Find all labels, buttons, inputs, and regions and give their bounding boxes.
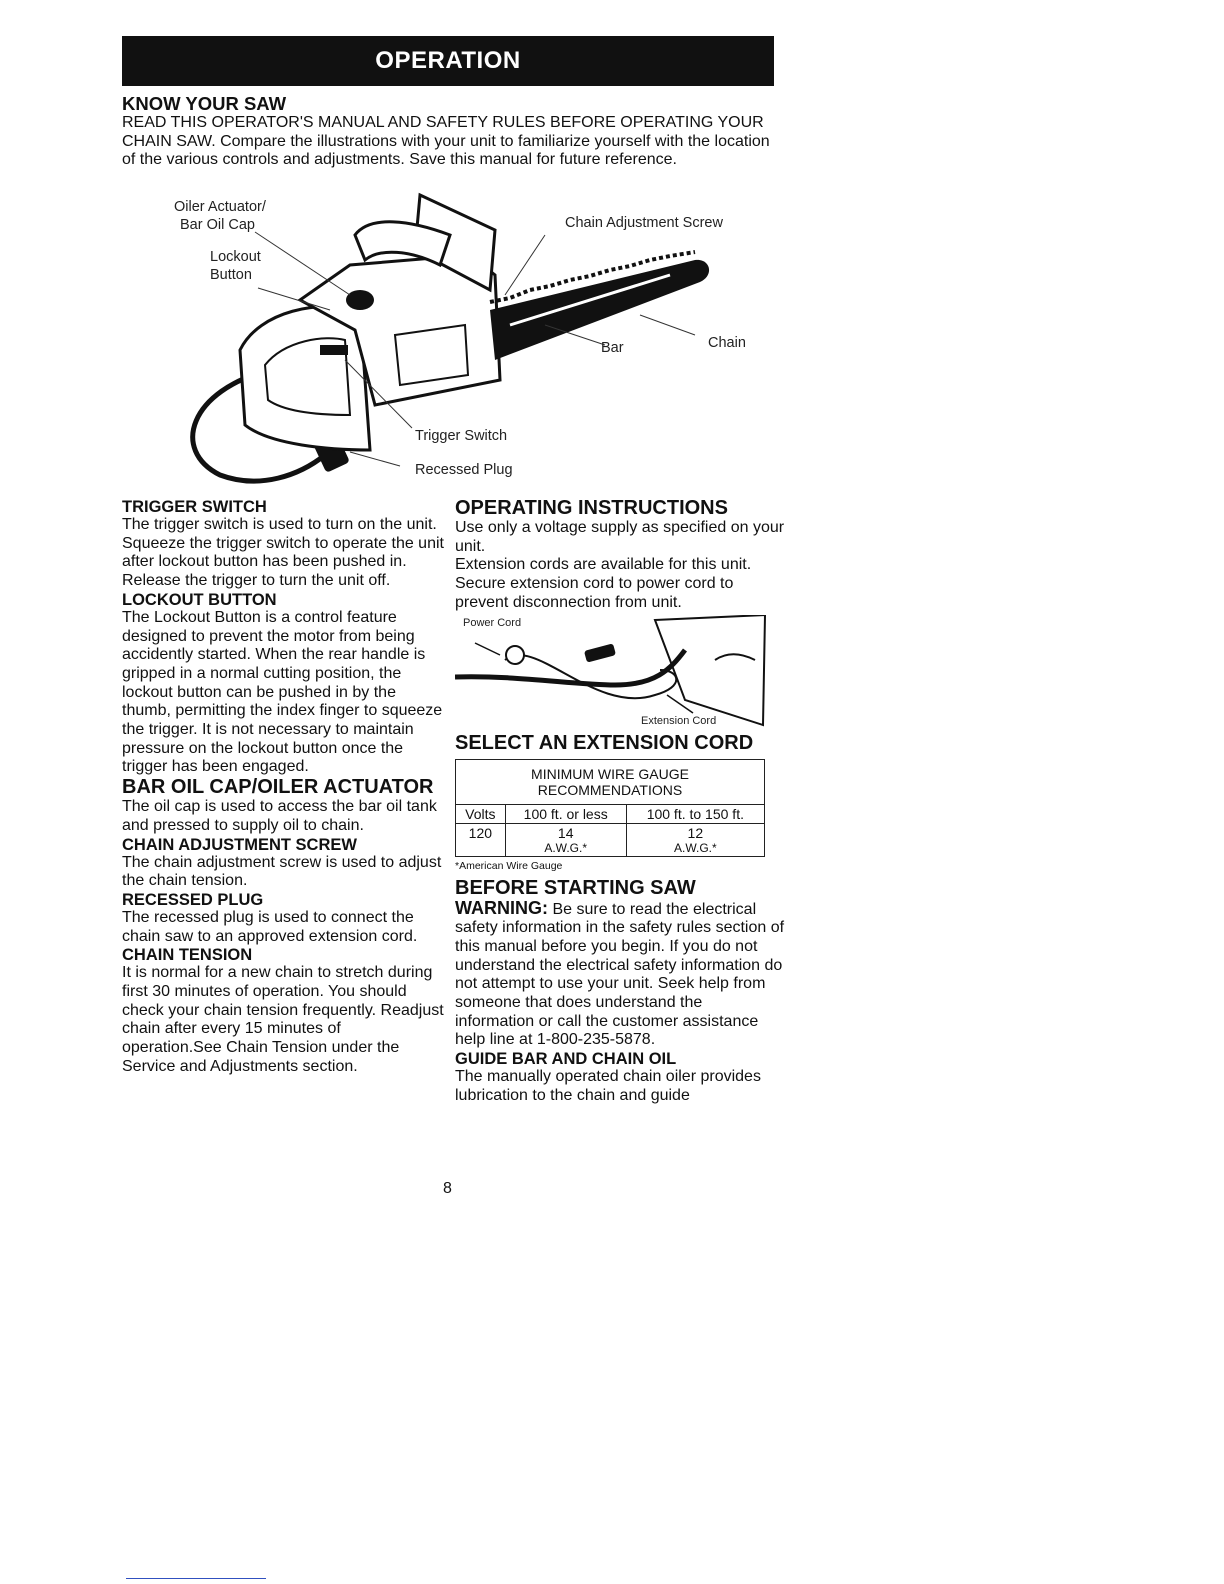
extension-socket-shape	[584, 643, 616, 662]
table-cell-gauge-150	[626, 823, 764, 856]
guide-bar-oil-body: The manually operated chain oiler provides lubrication to the chain and guide	[455, 1068, 761, 1104]
table-cell-gauge-100	[505, 823, 626, 856]
label-power-cord: Power Cord	[463, 616, 522, 629]
cord-line	[455, 650, 685, 685]
section-banner: OPERATION	[122, 36, 774, 86]
gauge-unit-100: A.W.G.*	[544, 840, 588, 855]
gauge-value-100: 14	[557, 824, 574, 841]
know-your-saw-body: READ THIS OPERATOR'S MANUAL AND SAFETY RULES BEFORE OPERATING YOUR CHAIN SAW. Compare the illustrations with your unit to familiarize yourself with the location of the various controls and adjustments. Save this manual for future reference.	[122, 114, 770, 169]
label-lockout-button: Button	[210, 267, 252, 283]
table-footnote: *American Wire Gauge	[455, 859, 563, 872]
gauge-value-150: 12	[687, 824, 704, 841]
table-col-150ft: 100 ft. to 150 ft.	[626, 804, 764, 823]
operating-instructions-heading: OPERATING INSTRUCTIONS	[455, 497, 728, 519]
before-starting-heading: BEFORE STARTING SAW	[455, 876, 696, 899]
know-your-saw-heading: KNOW YOUR SAW	[122, 93, 287, 114]
lockout-button-heading: LOCKOUT BUTTON	[122, 590, 277, 609]
label-recessed-plug: Recessed Plug	[415, 462, 513, 478]
warning-paragraph	[455, 899, 785, 1051]
bar-oil-cap-body: The oil cap is used to access the bar oil tank and pressed to supply oil to chain.	[122, 798, 437, 834]
label-trigger-switch: Trigger Switch	[415, 428, 508, 444]
chain-tension-heading: CHAIN TENSION	[122, 946, 253, 965]
power-plug-shape	[506, 646, 524, 664]
label-chain: Chain	[708, 335, 746, 351]
know-your-saw-section	[122, 94, 782, 170]
trigger-switch-heading: TRIGGER SWITCH	[122, 498, 267, 516]
select-extension-cord-heading: SELECT AN EXTENSION CORD	[455, 731, 754, 754]
extension-cord-drawing	[455, 615, 773, 733]
table-col-volts: Volts	[456, 804, 506, 823]
lockout-button-body: The Lockout Button is a control feature designed to prevent the motor from being accidently started. When the rear handle is gripped in a normal cutting position, the lockout button can be pushed in by the thumb, permitting the index finger to squeeze the trigger. It is not necessary to maintain pressure on the lockout button once the trigger has been engaged.	[122, 608, 443, 776]
trigger-switch-body: The trigger switch is used to turn on the unit. Squeeze the trigger switch to operate the unit after lockout button has been pushed in. Release the trigger to turn the unit off.	[122, 516, 444, 590]
left-column	[122, 498, 444, 1077]
extension-cord-illustration	[455, 615, 773, 733]
warning-label: WARNING:	[455, 897, 548, 918]
chainsaw-illustration	[150, 190, 790, 490]
oil-cap	[346, 290, 374, 310]
wire-gauge-table	[455, 759, 765, 857]
label-oiler-actuator: Oiler Actuator/	[174, 199, 266, 215]
right-column	[455, 498, 785, 1106]
chain-tension-body: It is normal for a new chain to stretch during first 30 minutes of operation. You should check your chain tension frequently. Readjust chain after every 15 minutes of operation.See Chain Tension under the Service and Adjustments section.	[122, 964, 444, 1075]
label-lockout: Lockout	[210, 249, 261, 265]
warning-body: Be sure to read the electrical safety information in the safety rules section of this manual before you begin. If you do not understand the electrical safety information do not attempt to use your unit. Seek help from someone that does understand the information or call the customer assistance help line at 1-800-235-5878.	[455, 900, 785, 1049]
chainsaw-drawing	[150, 190, 790, 490]
page-number: 8	[443, 1180, 452, 1197]
gauge-unit-150: A.W.G.*	[674, 840, 717, 855]
guide-bar-oil-heading: GUIDE BAR AND CHAIN OIL	[455, 1050, 677, 1069]
table-col-100ft: 100 ft. or less	[505, 804, 626, 823]
bar-oil-cap-heading: BAR OIL CAP/OILER ACTUATOR	[122, 776, 434, 799]
label-bar: Bar	[601, 340, 624, 356]
table-header: MINIMUM WIRE GAUGE RECOMMENDATIONS	[456, 759, 765, 804]
bottom-rule	[126, 1578, 266, 1579]
operating-instructions-p1: Use only a voltage supply as specified on your unit.	[455, 519, 785, 555]
label-bar-oil-cap: Bar Oil Cap	[180, 217, 255, 233]
label-extension-cord: Extension Cord	[641, 714, 717, 727]
recessed-plug-heading: RECESSED PLUG	[122, 890, 264, 909]
table-cell-volts: 120	[456, 823, 506, 856]
trigger	[320, 345, 348, 355]
chain-adjustment-body: The chain adjustment screw is used to adjust the chain tension.	[122, 853, 442, 890]
recessed-plug-body: The recessed plug is used to connect the chain saw to an approved extension cord.	[122, 908, 418, 945]
operating-instructions-p2: Extension cords are available for this unit. Secure extension cord to power cord to prevent disconnection from unit.	[455, 556, 752, 611]
chain-adjustment-heading: CHAIN ADJUSTMENT SCREW	[122, 835, 357, 854]
label-chain-adjustment-screw: Chain Adjustment Screw	[565, 215, 723, 231]
